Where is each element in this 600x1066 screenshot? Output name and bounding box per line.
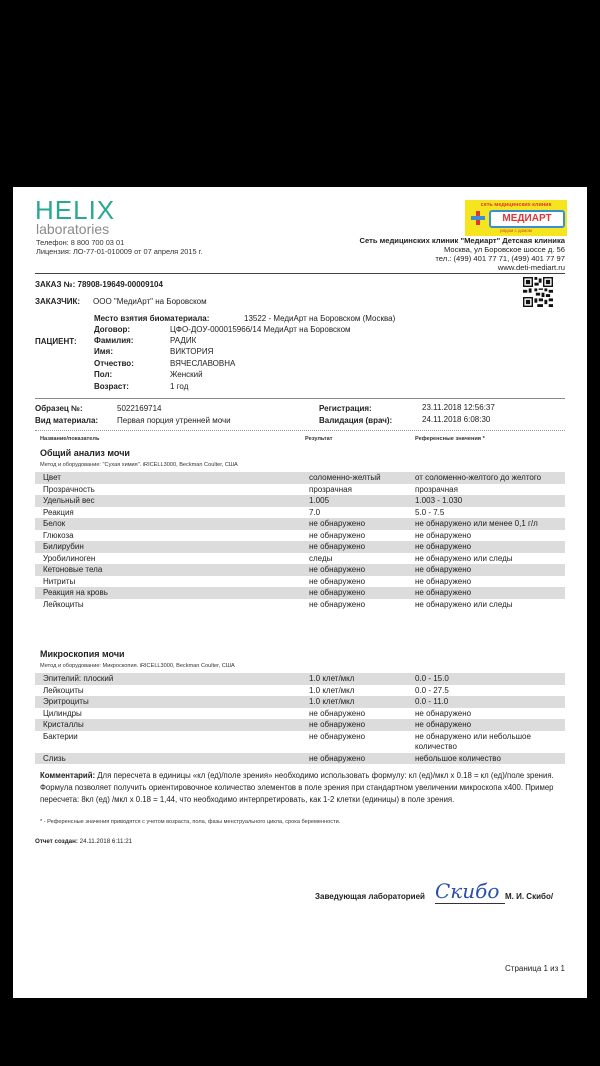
test-name: Белок [35,518,305,530]
test-reference: не обнаружено или следы [415,599,513,609]
patient-field-value: 13522 - МедиАрт на Боровском (Москва) [244,314,396,323]
lab-report-page [13,187,587,998]
table-row [35,685,565,697]
report-created-value: 24.11.2018 6:11:21 [79,838,133,845]
table-row [35,576,565,588]
test-name: Лейкоциты [43,685,84,695]
signature-name: М. И. Скибо/ [505,892,554,901]
test-reference: 5.0 - 7.5 [415,507,445,517]
customer-label: ЗАКАЗЧИК: [35,297,81,306]
table-row [35,753,565,765]
validation-label: Валидация (врач): [319,416,393,425]
test-name: Цилиндры [43,708,82,718]
table-row [35,708,565,720]
order-number: 78908-19649-00009104 [77,280,163,289]
page-number: Страница 1 из 1 [505,964,565,973]
test-reference: небольшое количество [411,753,565,765]
test-name: Бактерии [43,731,78,741]
test-name: Реакция на кровь [35,587,305,599]
patient-label: ПАЦИЕНТ: [35,337,77,346]
clinic-website: www.deti-mediart.ru [497,263,565,272]
patient-field-value: Женский [170,370,203,379]
test-reference: прозрачная [415,484,458,494]
lab-license: Лицензия: ЛО-77-01-010009 от 07 апреля 2015 г. [36,247,203,256]
test-name: Нитриты [43,576,76,586]
patient-field-label: Возраст: [94,382,129,391]
clinic-name: Сеть медицинских клиник "Медиарт" Детская клиника [359,236,565,245]
table-row [35,495,565,507]
test-result: соломенно-желтый [305,472,411,484]
test-result: не обнаружено [305,719,411,731]
customer-value: ООО "МедиАрт" на Боровском [93,297,207,306]
patient-field-value: ВЯЧЕСЛАВОВНА [170,359,236,368]
order-number-label: ЗАКАЗ №: [35,280,76,289]
table-row [35,696,565,708]
test-reference: не обнаружено [411,587,565,599]
comment-label: Комментарий: [40,771,96,780]
test-reference: не обнаружено [411,719,565,731]
test-result: прозрачная [309,484,352,494]
test-result: 1.0 клет/мкл [305,696,411,708]
table-row [35,484,565,496]
sample-divider [35,430,565,431]
test-result: не обнаружено [309,576,366,586]
sample-number: 5022169714 [117,404,162,413]
test-name: Лейкоциты [43,599,84,609]
patient-field-label: Фамилия: [94,336,134,345]
lab-phone: Телефон: 8 800 700 03 01 [36,238,125,247]
comment-text: Для пересчета в единицы «кл (ед)/поле зрения» необходимо использовать формулу: кл (ед)/мкл x 0.18 = кл (ед)/поле зрения. Формула позволяет получить ориентировочное количество элементов в поле зрения при стандартном увеличении микроскопа x400. Пример пересчета: 8кл (ед) /мкл x 0.18 = 1,44, что необходимо интерпретировать, как 1-2 клетки (единицы) в поле зрения. [40,771,554,804]
table-row [35,507,565,519]
test-reference: не обнаружено [415,576,472,586]
table-row [35,719,565,731]
mediart-logo-tagline: сеть медицинских клиник [480,202,552,208]
test-reference: 0.0 - 27.5 [415,685,449,695]
table-row [35,553,565,565]
mediart-logo-sub: рядом с домом [500,228,532,233]
clinic-address: Москва, ул Боровское шоссе д. 56 [443,245,565,254]
patient-field-value: 1 год [170,382,189,391]
test-reference: не обнаружено или небольшое количество [415,731,531,751]
test-reference: 1.003 - 1.030 [411,495,565,507]
table-row [35,599,565,611]
patient-field-value: РАДИК [170,336,197,345]
test-reference: не обнаружено или менее 0,1 г/л [411,518,565,530]
test-reference: 0.0 - 15.0 [411,673,565,685]
patient-field-label: Договор: [94,325,131,334]
test-result: 1.0 клет/мкл [309,685,355,695]
test-name: Кетоновые тела [35,564,305,576]
test-reference: не обнаружено [415,708,472,718]
test-reference: 0.0 - 11.0 [411,696,565,708]
section-method: Метод и оборудование: "Сухая химия". iRICELL3000, Beckman Coulter, США [40,462,238,468]
registration-value: 23.11.2018 12:56:37 [422,403,495,412]
test-reference: не обнаружено или следы [415,553,513,563]
helix-logo-subtitle: laboratories [36,221,110,237]
test-name: Кристаллы [35,719,305,731]
column-header-reference: Референсные значения * [415,436,485,442]
medical-cross-icon [471,211,485,225]
test-result: не обнаружено [309,708,366,718]
material-value: Первая порция утренней мочи [117,416,231,425]
table-row [35,472,565,484]
test-reference: не обнаружено [411,541,565,553]
test-result: не обнаружено [309,599,366,609]
table-row [35,530,565,542]
validation-value: 24.11.2018 6:08:30 [422,415,491,424]
table-row [35,518,565,530]
order-number-row [35,280,163,290]
test-name: Удельный вес [35,495,305,507]
test-reference: не обнаружено [411,564,565,576]
test-result: не обнаружено [305,587,411,599]
patient-field-label: Пол: [94,370,113,379]
patient-field-label: Отчество: [94,359,134,368]
test-name: Цвет [35,472,305,484]
test-result: 7.0 [309,507,321,517]
column-header-name: Название/показатель [40,436,100,442]
table-row [35,673,565,685]
test-result: не обнаружено [309,530,366,540]
column-header-result: Результат [305,436,333,442]
helix-logo: HELIX [35,195,116,225]
patient-field-label: Место взятия биоматериала: [94,314,210,323]
header-divider [35,273,565,274]
section-method: Метод и оборудование: Микроскопия. iRICELL3000, Beckman Coulter, США [40,663,235,669]
test-name: Билирубин [35,541,305,553]
clinic-phone: тел.: (499) 401 77 71, (499) 401 77 97 [435,254,565,263]
signature-label: Заведующая лабораторией [315,892,425,901]
test-name: Эритроциты [35,696,305,708]
report-created-label: Отчет создан: [35,838,78,845]
test-reference: не обнаружено [415,530,472,540]
reference-footnote: * - Референсные значения приводятся с учетом возраста, пола, фазы менструального цикла, срока беременности. [40,819,341,825]
signature-handwriting: Скибо [435,879,505,904]
patient-field-label: Имя: [94,347,113,356]
test-reference: от соломенно-желтого до желтого [411,472,565,484]
comment-block [40,770,560,806]
patient-field-value: ВИКТОРИЯ [170,347,214,356]
patient-field-value: ЦФО-ДОУ-000015966/14 МедиАрт на Боровском [170,325,351,334]
table-row [35,731,565,753]
section-title: Общий анализ мочи [40,448,130,458]
test-name: Эпителий: плоский [35,673,305,685]
registration-label: Регистрация: [319,404,372,413]
sample-number-label: Образец №: [35,404,83,413]
qr-code-icon [523,277,553,307]
mediart-logo-name: МЕДИАРТ [489,210,565,228]
test-result: не обнаружено [305,541,411,553]
table-row [35,587,565,599]
test-name: Глюкоза [43,530,74,540]
test-result: следы [309,553,333,563]
test-result: 1.005 [305,495,411,507]
test-result: не обнаружено [309,731,366,741]
patient-divider [35,398,565,399]
results-table-general [35,472,565,610]
test-result: не обнаружено [305,564,411,576]
test-name: Реакция [43,507,74,517]
test-result: 1.0 клет/мкл [305,673,411,685]
test-result: не обнаружено [305,753,411,765]
test-name: Слизь [35,753,305,765]
material-label: Вид материала: [35,416,99,425]
test-result: не обнаружено [305,518,411,530]
test-name: Уробилиноген [43,553,96,563]
table-row [35,564,565,576]
table-row [35,541,565,553]
test-name: Прозрачность [43,484,95,494]
section-title: Микроскопия мочи [40,649,125,659]
results-table-microscopy [35,673,565,764]
report-created-row [35,838,132,845]
mediart-logo [465,200,567,236]
